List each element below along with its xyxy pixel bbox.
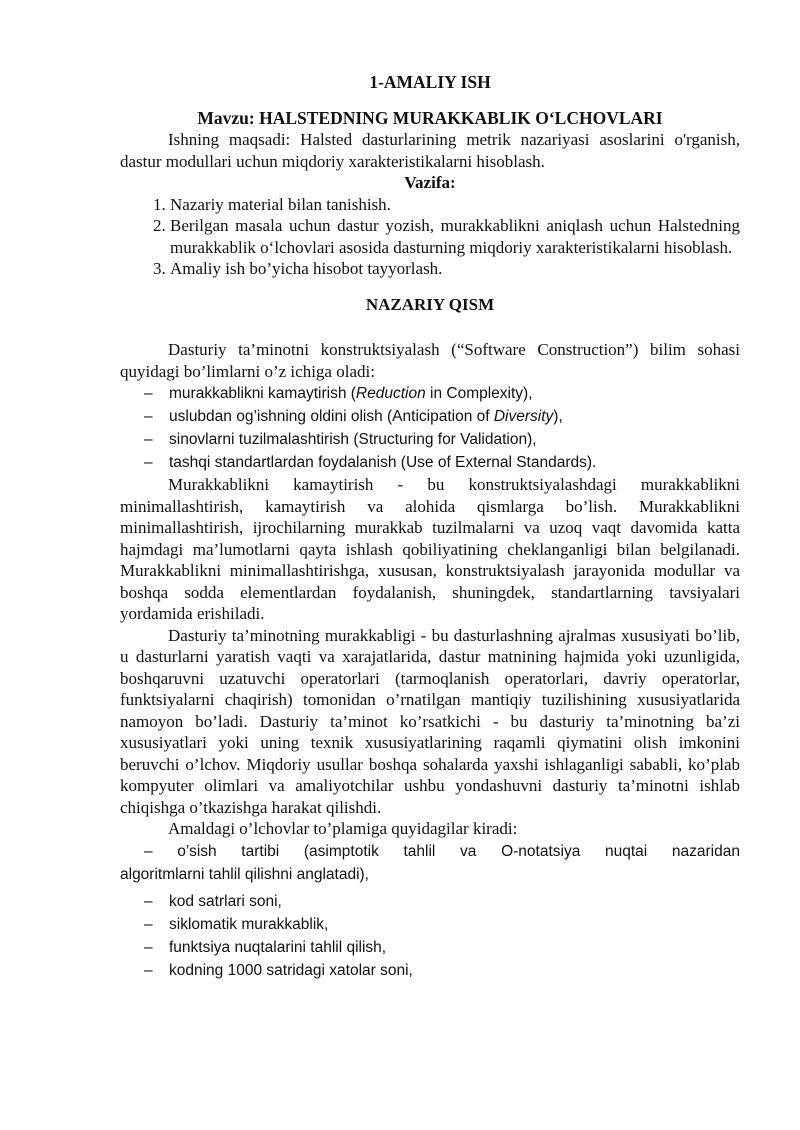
topic-heading: Mavzu: HALSTEDNING MURAKKABLIK O‘LCHOVLARI [197, 107, 663, 128]
list-item: – kodning 1000 satridagi xatolar soni, [144, 959, 740, 982]
list-item: – tashqi standartlardan foydalanish (Use of External Standards). [144, 451, 740, 474]
metrics-list [120, 890, 740, 982]
paragraph-complexity-reduction: Murakkablikni kamaytirish - bu konstruktsiyalashdagi murakkablikni minimallashtirish, kamaytirish va alohida qismlarga bo’lish. Murakkablikni minimallashtirish, ijrochilarning murakkab tuzilmalarni va uzoq vaqt davomida katta hajmdagi ma’lumotlarni qayta ishlash qobiliyatining cheklanganligi bilan belgilanadi. Murakkablikni minimallashtirishga, xususan, konstruktsiyalash jarayonida modullar va boshqa sodda elementlardan foydalanish, shuningdek, standartlarning tavsiyalari yordamida erishiladi. [120, 475, 740, 623]
list-item: – murakkablikni kamaytirish (Reduction in Complexity), [144, 382, 740, 405]
section-heading: NAZARIY QISM [365, 294, 495, 314]
paragraph-metrics-intro: Amaldagi o’lchovlar to’plamiga quyidagilar kiradi: [168, 819, 518, 838]
list-item: – siklomatik murakkablik, [144, 913, 740, 936]
paragraph-software-complexity: Dasturiy ta’minotning murakkabligi - bu dasturlashning ajralmas xususiyati bo’lib, u dasturlarni yaratish vaqti va xarajatlarida, dastur matnining hajmida yoki uzunligida, boshqaruvni uzatuvchi operatorlari (tarmoqlanish operatorlari, davriy operatorlar, funktsiyalarni chaqirish) tomonidan o’rnatilgan mantiqiy tuzilishining xususiyatlarida namoyon bo’ladi. Dasturiy ta’minot ko’rsatkichi - bu dasturiy ta’minotning ba’zi xususiyatlari yoki uning texnik xususiyatlarining raqamli qiymatini olish imkonini beruvchi o’lchov. Miqdoriy usullar boshqa sohalarda yaxshi ishlaganligi sababli, ko’plab kompyuter olimlari va amaliyotchilar ushbu yondashuvni dasturiy ta’minotni ishlab chiqishga o’tkazishga harakat qilishdi. [120, 625, 740, 817]
list-item: – uslubdan og’ishning oldini olish (Anticipation of Diversity), [144, 405, 740, 428]
goal-paragraph: Ishning maqsadi: Halsted dasturlarining metrik nazariyasi asoslarini o'rganish, dastur modullari uchun miqdoriy xarakteristikalarni hisoblash. [120, 130, 740, 171]
list-item: – kod satrlari soni, [144, 890, 740, 913]
document-page [120, 72, 740, 982]
intro-paragraph: Dasturiy ta’minotni konstruktsiyalash (“Software Construction”) bilim sohasi quyidagi bo’limlarni o’z ichiga oladi: [120, 340, 740, 381]
tasks-list [120, 194, 740, 280]
list-item: – funktsiya nuqtalarini tahlil qilish, [144, 936, 740, 959]
task-item: 3. Amaliy ish bo’yicha hisobot tayyorlash. [170, 258, 740, 280]
task-item: 1. Nazariy material bilan tanishish. [170, 194, 740, 216]
tasks-heading: Vazifa: [404, 173, 456, 192]
metric-first-line: – o’sish tartibi (asimptotik tahlil va O-notatsiya nuqtai nazaridan [144, 842, 740, 860]
metric-first-continuation: algoritmlarni tahlil qilishni anglatadi), [120, 865, 369, 883]
construction-areas-list [120, 382, 740, 474]
page-title: 1-AMALIY ISH [369, 72, 491, 92]
list-item: – sinovlarni tuzilmalashtirish (Structuring for Validation), [144, 428, 740, 451]
task-item: 2. Berilgan masala uchun dastur yozish, murakkablikni aniqlash uchun Halstedning murakkablik o‘lchovlari asosida dasturning miqdoriy xarakteristikalarni hisoblash. [170, 215, 740, 258]
